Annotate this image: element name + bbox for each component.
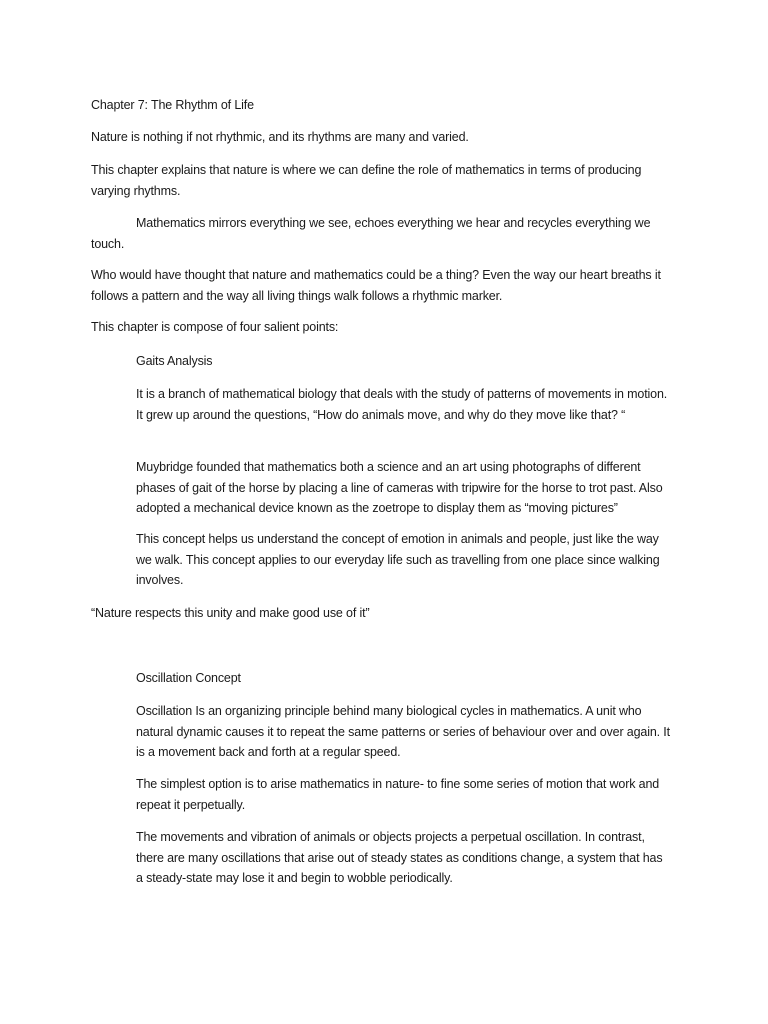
intro-paragraph: This chapter is compose of four salient points:: [91, 320, 339, 334]
section-paragraph: It is a branch of mathematical biology that deals with the study of patterns of movements in motion. It grew up around the questions, “How do animals move, and why do they move like that? “: [136, 387, 668, 422]
intro-paragraph: This chapter explains that nature is where we can define the role of mathematics in terms of producing varying rhythms.: [91, 163, 642, 198]
section-paragraph: The movements and vibration of animals or objects projects a perpetual oscillation. In contrast, there are many oscillations that arise out of steady states as conditions change, a system that has a steady-state may lose it and begin to wobble periodically.: [136, 830, 663, 885]
section-paragraph: The simplest option is to arise mathematics in nature- to fine some series of motion that work and repeat it perpetually.: [136, 777, 660, 812]
section-heading-gaits: Gaits Analysis: [136, 354, 213, 368]
intro-paragraph: Nature is nothing if not rhythmic, and its rhythms are many and varied.: [91, 130, 469, 144]
section-paragraph: Muybridge founded that mathematics both a science and an art using photographs of different phases of gait of the horse by placing a line of cameras with tripwire for the horse to trot past. Also adopted a mechanical device known as the zoetrope to display them as “moving pictures”: [136, 460, 663, 515]
section-paragraph: This concept helps us understand the concept of emotion in animals and people, just like the way we walk. This concept applies to our everyday life such as travelling from one place since walking involves.: [136, 532, 660, 587]
quote: “Nature respects this unity and make good use of it”: [91, 606, 370, 620]
section-heading-oscillation: Oscillation Concept: [136, 671, 241, 685]
section-paragraph: Oscillation Is an organizing principle behind many biological cycles in mathematics. A unit who natural dynamic causes it to repeat the same patterns or series of behaviour over and over again. It is a movement back and forth at a regular speed.: [136, 704, 670, 759]
intro-paragraph: Mathematics mirrors everything we see, echoes everything we hear and recycles everything we touch.: [91, 216, 651, 251]
intro-paragraph: Who would have thought that nature and mathematics could be a thing? Even the way our heart breaths it follows a pattern and the way all living things walk follows a rhythmic marker.: [91, 268, 661, 303]
chapter-title: Chapter 7: The Rhythm of Life: [91, 98, 254, 112]
